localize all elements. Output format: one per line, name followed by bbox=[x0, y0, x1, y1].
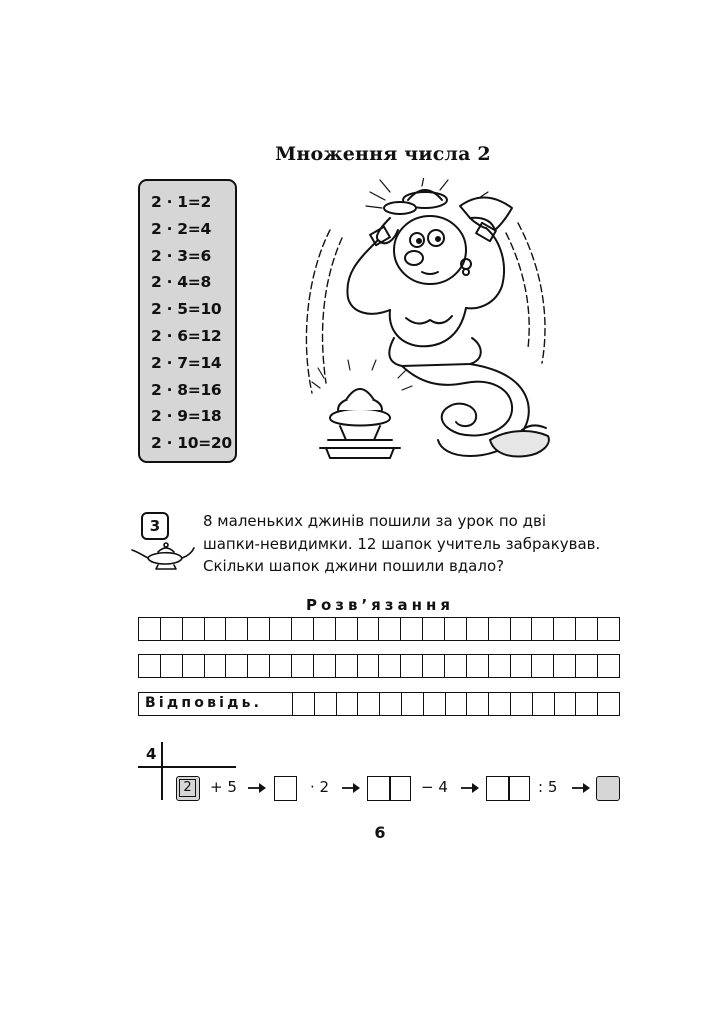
task-3-text bbox=[203, 510, 615, 578]
grid-cell[interactable] bbox=[248, 655, 270, 677]
grid-cell[interactable] bbox=[576, 693, 598, 715]
grid-cell[interactable] bbox=[511, 655, 533, 677]
grid-cell[interactable] bbox=[380, 693, 402, 715]
grid-cell[interactable] bbox=[445, 655, 467, 677]
table-row: 2 · 5=10 bbox=[151, 300, 222, 319]
arrow-right-icon bbox=[571, 782, 591, 794]
page-number: 6 bbox=[374, 823, 386, 842]
grid-cell[interactable] bbox=[292, 618, 314, 640]
grid-cell[interactable] bbox=[401, 655, 423, 677]
grid-cell[interactable] bbox=[598, 655, 620, 677]
task-3-line: 8 маленьких джинів пошили за урок по дві bbox=[203, 512, 546, 530]
grid-cell[interactable] bbox=[337, 693, 359, 715]
table-row: 2 · 10=20 bbox=[151, 434, 232, 453]
arrow-right-icon bbox=[460, 782, 480, 794]
grid-cell[interactable] bbox=[511, 618, 533, 640]
grid-cell[interactable] bbox=[533, 693, 555, 715]
operation-label: · 2 bbox=[310, 778, 330, 796]
grid-cell[interactable] bbox=[336, 618, 358, 640]
grid-cell[interactable] bbox=[532, 655, 554, 677]
table-row: 2 · 4=8 bbox=[151, 273, 211, 292]
page-title: Множення числа 2 bbox=[275, 143, 491, 165]
grid-cell[interactable] bbox=[555, 693, 577, 715]
arrow-right-icon bbox=[341, 782, 361, 794]
grid-cell[interactable] bbox=[467, 693, 489, 715]
grid-cell[interactable] bbox=[379, 618, 401, 640]
grid-cell[interactable] bbox=[358, 618, 380, 640]
table-row: 2 · 8=16 bbox=[151, 380, 222, 399]
grid-cell[interactable] bbox=[576, 655, 598, 677]
calculation-chain bbox=[0, 776, 724, 804]
task-number-3: 3 bbox=[141, 512, 169, 540]
answer-cells[interactable] bbox=[293, 693, 619, 715]
grid-cell[interactable] bbox=[358, 655, 380, 677]
grid-cell[interactable] bbox=[489, 693, 511, 715]
grid-cell[interactable] bbox=[423, 618, 445, 640]
grid-cell[interactable] bbox=[424, 693, 446, 715]
grid-cell[interactable] bbox=[336, 655, 358, 677]
grid-cell[interactable] bbox=[446, 693, 468, 715]
multiplication-table bbox=[138, 179, 237, 463]
arrow-right-icon bbox=[247, 782, 267, 794]
solution-heading: Розв’язання bbox=[305, 596, 455, 614]
table-row: 2 · 3=6 bbox=[151, 246, 211, 265]
grid-cell[interactable] bbox=[248, 618, 270, 640]
grid-cell[interactable] bbox=[315, 693, 337, 715]
grid-cell[interactable] bbox=[489, 618, 511, 640]
operation-label: − 4 bbox=[421, 778, 448, 796]
grid-cell[interactable] bbox=[423, 655, 445, 677]
grid-cell[interactable] bbox=[270, 655, 292, 677]
solution-grid-row-2[interactable] bbox=[138, 654, 620, 678]
start-value-box bbox=[176, 776, 200, 801]
grid-cell[interactable] bbox=[554, 655, 576, 677]
solution-grid-row-1[interactable] bbox=[138, 617, 620, 641]
answer-label: Відповідь. bbox=[139, 693, 293, 715]
table-row: 2 · 9=18 bbox=[151, 407, 222, 426]
grid-cell[interactable] bbox=[226, 655, 248, 677]
final-answer-box[interactable] bbox=[596, 776, 620, 801]
table-row: 2 · 7=14 bbox=[151, 353, 222, 372]
grid-cell[interactable] bbox=[358, 693, 380, 715]
magic-lamp-icon bbox=[128, 538, 196, 572]
task-3-line: Скільки шапок джини пошили вдало? bbox=[203, 557, 505, 575]
grid-cell[interactable] bbox=[161, 655, 183, 677]
grid-cell[interactable] bbox=[293, 693, 315, 715]
grid-cell[interactable] bbox=[511, 693, 533, 715]
grid-cell[interactable] bbox=[183, 618, 205, 640]
task-3-line: шапки-невидимки. 12 шапок учитель забракував. bbox=[203, 534, 601, 553]
task-number-4: 4 bbox=[146, 745, 157, 763]
genie-illustration bbox=[290, 178, 560, 473]
grid-cell[interactable] bbox=[205, 655, 227, 677]
answer-box[interactable] bbox=[274, 776, 297, 801]
table-row: 2 · 2=4 bbox=[151, 219, 211, 238]
grid-cell[interactable] bbox=[554, 618, 576, 640]
grid-cell[interactable] bbox=[379, 655, 401, 677]
grid-cell[interactable] bbox=[183, 655, 205, 677]
grid-cell[interactable] bbox=[161, 618, 183, 640]
start-value: 2 bbox=[179, 779, 196, 797]
operation-label: : 5 bbox=[538, 778, 558, 796]
table-row: 2 · 1=2 bbox=[151, 193, 211, 211]
grid-cell[interactable] bbox=[532, 618, 554, 640]
answer-box-two-digit[interactable] bbox=[486, 776, 530, 801]
grid-cell[interactable] bbox=[467, 655, 489, 677]
answer-row[interactable] bbox=[138, 692, 620, 716]
table-row: 2 · 6=12 bbox=[151, 326, 222, 345]
grid-cell[interactable] bbox=[314, 655, 336, 677]
task-4-divider-horizontal bbox=[138, 766, 236, 768]
grid-cell[interactable] bbox=[314, 618, 336, 640]
grid-cell[interactable] bbox=[270, 618, 292, 640]
grid-cell[interactable] bbox=[489, 655, 511, 677]
grid-cell[interactable] bbox=[402, 693, 424, 715]
grid-cell[interactable] bbox=[445, 618, 467, 640]
grid-cell[interactable] bbox=[139, 655, 161, 677]
grid-cell[interactable] bbox=[226, 618, 248, 640]
operation-label: + 5 bbox=[210, 778, 237, 796]
grid-cell[interactable] bbox=[467, 618, 489, 640]
grid-cell[interactable] bbox=[576, 618, 598, 640]
grid-cell[interactable] bbox=[139, 618, 161, 640]
grid-cell[interactable] bbox=[401, 618, 423, 640]
grid-cell[interactable] bbox=[205, 618, 227, 640]
answer-box-two-digit[interactable] bbox=[367, 776, 411, 801]
grid-cell[interactable] bbox=[598, 618, 620, 640]
grid-cell[interactable] bbox=[598, 693, 619, 715]
grid-cell[interactable] bbox=[292, 655, 314, 677]
